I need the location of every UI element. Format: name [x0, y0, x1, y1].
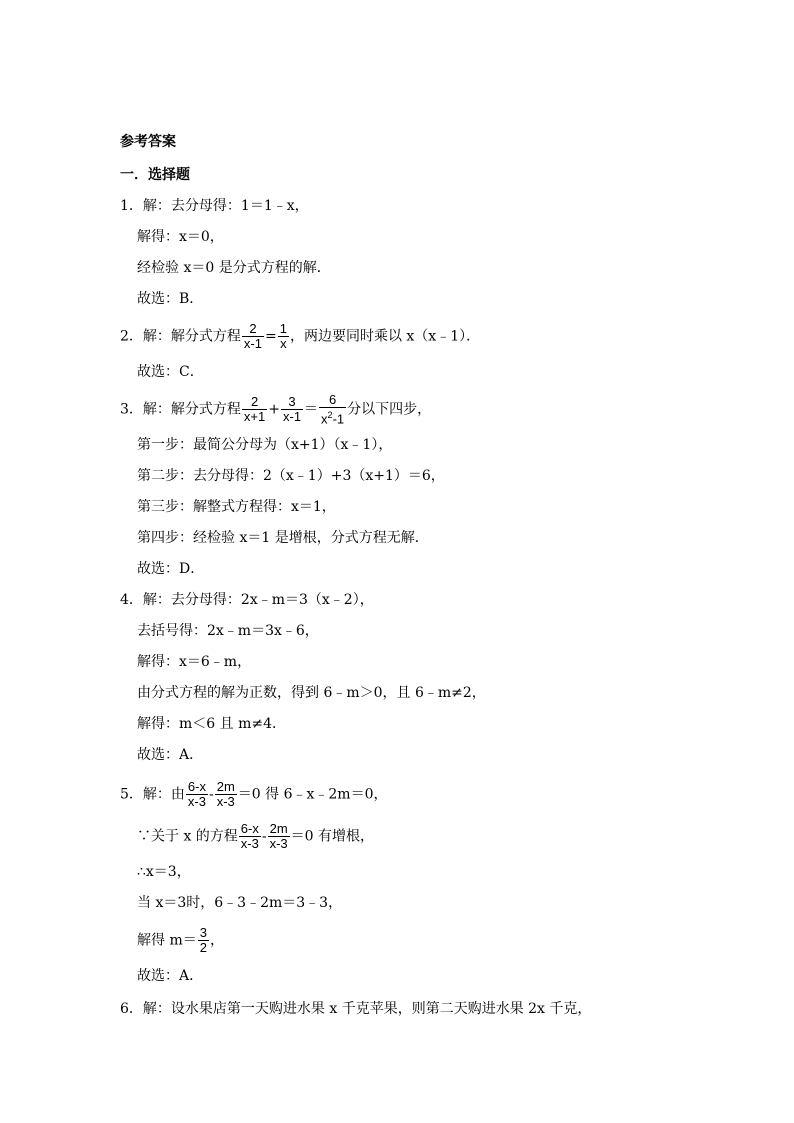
q5-line2-fraction-2 [268, 822, 290, 851]
q5-line-3: ∴x＝3， [137, 864, 191, 880]
denominator [319, 408, 346, 426]
numerator: 2m [269, 821, 288, 836]
numerator: 6-x [187, 779, 206, 794]
q2-line-1 [120, 322, 480, 351]
q3-fraction-3 [319, 393, 346, 426]
q5-line2-suffix: ＝0 有增根， [290, 828, 375, 845]
q5-line-5 [137, 926, 224, 955]
q4-line-1: 4．解：去分母得：2x﹣m＝3（x﹣2）， [120, 592, 374, 608]
q5-suffix: ＝0 得 6﹣x﹣2m＝0， [237, 786, 388, 803]
q5-line5-prefix: 解得 m＝ [137, 932, 197, 949]
denominator: x-3 [216, 794, 235, 809]
denominator: x [280, 336, 287, 351]
q2-fraction-2 [278, 322, 289, 351]
numerator: 6 [319, 393, 346, 408]
q3-answer: 故选：D． [137, 561, 205, 577]
q5-line5-suffix: ， [209, 932, 224, 949]
q5-line2-prefix: ∵关于 x 的方程 [137, 828, 238, 845]
equals-sign: ＝ [304, 401, 319, 418]
q5-fraction-1 [186, 780, 208, 809]
answer-title: 参考答案 [120, 134, 176, 150]
numerator: 6-x [240, 821, 259, 836]
q3-step-4: 第四步：经检验 x＝1 是增根，分式方程无解． [137, 530, 429, 546]
equals-sign: = [264, 328, 277, 345]
denominator: x-1 [282, 409, 302, 425]
denominator: x-3 [240, 836, 259, 851]
denominator: x-3 [187, 794, 206, 809]
q3-step-2: 第二步：去分母得：2（x﹣1）+3（x+1）＝6， [137, 468, 445, 484]
q1-line-1: 1．解：去分母得：1＝1﹣x， [120, 198, 309, 214]
numerator: 2 [242, 395, 267, 410]
q4-answer: 故选：A． [137, 747, 204, 763]
q3-fraction-1 [242, 395, 267, 424]
q2-answer: 故选：C． [137, 364, 204, 380]
q3-suffix: 分以下四步， [347, 401, 432, 418]
q4-line-5: 解得：m＜6 且 m≠4． [137, 716, 286, 732]
q3-fraction-2 [281, 395, 303, 424]
numerator: 3 [199, 925, 207, 940]
q1-line-3: 经检验 x＝0 是分式方程的解． [137, 260, 331, 276]
q5-prefix: 5．解：由 [120, 786, 185, 803]
numerator: 2m [216, 779, 235, 794]
exponent: 2 [327, 410, 333, 420]
q4-line-4: 由分式方程的解为正数，得到 6﹣m＞0，且 6﹣m≠2， [137, 685, 486, 701]
q3-line-1 [120, 393, 431, 426]
numerator: 1 [279, 321, 287, 336]
section-heading: 一．选择题 [120, 167, 190, 183]
denominator-base: x [321, 411, 328, 427]
q4-line-3: 解得：x＝6﹣m， [137, 654, 252, 670]
q3-step-3: 第三步：解整式方程得：x＝1， [137, 499, 336, 515]
numerator: 3 [281, 395, 303, 410]
q5-line-2 [137, 822, 374, 851]
q1-answer: 故选：B． [137, 291, 204, 307]
q5-line2-fraction-1 [239, 822, 261, 851]
q3-step-1: 第一步：最简公分母为（x+1）（x﹣1）， [137, 437, 393, 453]
plus-sign: + [268, 401, 280, 418]
q5-line5-fraction [198, 926, 209, 955]
q3-prefix: 3．解：解分式方程 [120, 401, 241, 418]
denominator: x+1 [243, 409, 266, 425]
denominator: 2 [199, 940, 207, 955]
minus-sign: - [208, 786, 214, 803]
q1-line-2: 解得：x＝0， [137, 229, 224, 245]
minus-sign: - [261, 828, 267, 845]
q5-line-4: 当 x＝3时，6﹣3﹣2m＝3﹣3， [137, 895, 343, 911]
q6-line-1: 6．解：设水果店第一天购进水果 x 千克苹果，则第二天购进水果 2x 千克， [120, 1001, 592, 1017]
denominator: x-1 [243, 336, 262, 351]
q5-line-1 [120, 780, 387, 809]
q2-suffix: ，两边要同时乘以 x（x﹣1）． [289, 328, 481, 345]
q2-prefix: 2．解：解分式方程 [120, 328, 241, 345]
denominator: x-3 [269, 836, 288, 851]
q5-fraction-2 [215, 780, 237, 809]
numerator: 2 [242, 322, 264, 337]
q5-answer: 故选：A． [137, 968, 204, 984]
q2-fraction-1 [242, 322, 264, 351]
q4-line-2: 去括号得：2x﹣m＝3x﹣6， [137, 623, 319, 639]
denominator-rest: -1 [332, 411, 345, 427]
